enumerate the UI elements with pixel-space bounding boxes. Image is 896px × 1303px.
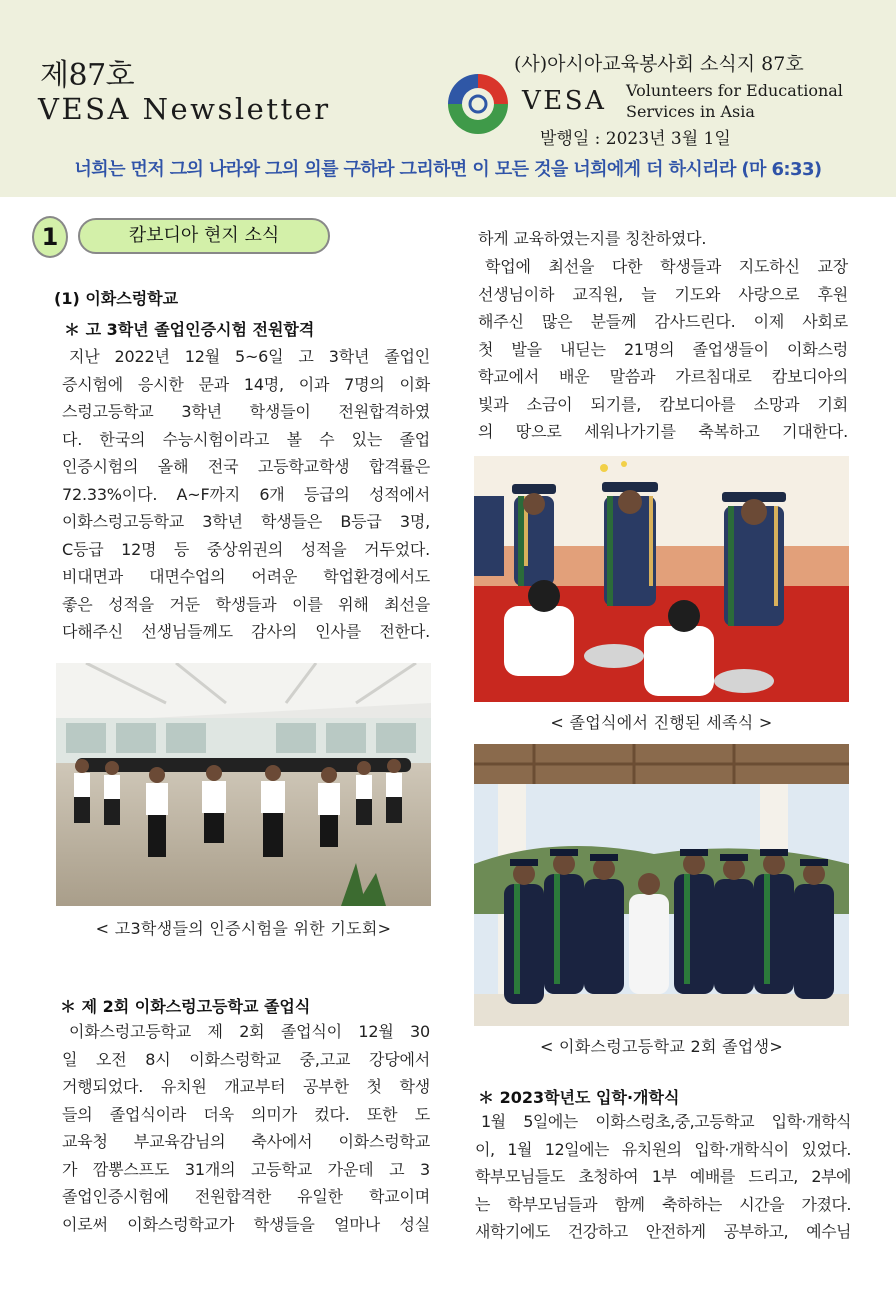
text-line: 이, 1월 12일에는 유치원의 입학·개학식이 있었다. (475, 1139, 851, 1159)
scripture-verse: 너희는 먼저 그의 나라와 그의 의를 구하라 그리하면 이 모든 것을 너희에게 더 하시리라 (마 6:33) (74, 159, 822, 180)
vesa-logo-icon (444, 70, 512, 138)
text-line: 는 학부모님들과 함께 축하하는 시간을 가졌다. (475, 1194, 851, 1214)
text-line: 비대면과 대면수업의 어려운 학업환경에서도 (62, 567, 430, 586)
text-line: 좋은 성적을 거둔 학생들과 이를 위해 최선을 (62, 594, 430, 614)
section-number-badge: 1 (32, 216, 68, 258)
article-heading: ＊ 2023학년도 입학·개학식 (478, 1088, 680, 1107)
text-line: 다. 한국의 수능시험이라고 볼 수 있는 졸업 (62, 429, 430, 449)
article-body (62, 1018, 430, 1238)
text-line: 선생님이하 교직원, 늘 기도와 사랑으로 후원 (478, 284, 848, 304)
text-line: 인증시험의 올해 전국 고등학교학생 합격률은 (62, 457, 430, 476)
publication-date: 발행일 : 2023년 3월 1일 (540, 129, 731, 149)
text-line: C등급 12명 등 중상위권의 성적을 거두었다. (62, 539, 430, 559)
article-heading: ＊ 고 3학년 졸업인증시험 전원합격 (64, 320, 315, 339)
text-line: 지난 2022년 12월 5~6일 고 3학년 졸업인 (69, 347, 430, 366)
article-body (478, 253, 848, 446)
text-line: 증시험에 응시한 문과 14명, 이과 7명의 이화 (62, 374, 430, 394)
text-line: 졸업인증시험에 전원합격한 유일한 학교이며 (62, 1187, 430, 1206)
article-heading: ＊ 제 2회 이화스렁고등학교 졸업식 (60, 997, 311, 1016)
text-line: 의 땅으로 세워나가기를 축복하고 기대한다. (478, 422, 848, 441)
foot-washing-photo (474, 456, 849, 702)
text-line: 학교에서 배운 말씀과 가르침대로 캄보디아의 (478, 367, 848, 386)
text-line: 72.33%이다. A~F까지 6개 등급의 성적에서 (62, 484, 430, 504)
subsection-title: (1) 이화스렁학교 (54, 289, 179, 308)
graduates-group-photo (474, 744, 849, 1026)
text-line: 가 깜뽕스프도 31개의 고등학교 가운데 고 3 (62, 1159, 430, 1179)
section-title: 캄보디아 현지 소식 (78, 218, 330, 254)
text-line: 일 오전 8시 이화스렁학교 중,고교 강당에서 (62, 1049, 430, 1069)
text-line: 첫 발을 내딛는 21명의 졸업생들이 이화스렁 (478, 339, 848, 359)
photo-caption: < 졸업식에서 진행된 세족식 > (550, 713, 773, 732)
issue-number: 제87호 (40, 58, 135, 93)
text-line: 빛과 소금이 되기를, 캄보디아를 소망과 기회 (478, 394, 848, 414)
header-band (0, 0, 896, 197)
article-body-continued (478, 225, 848, 253)
text-line: 들의 졸업식이라 더욱 의미가 컸다. 또한 도 (62, 1104, 430, 1124)
newsletter-title: VESA Newsletter (38, 92, 331, 126)
text-line: 다해주신 선생님들께도 감사의 인사를 전한다. (62, 622, 430, 641)
org-en-line: Services in Asia (626, 102, 755, 121)
organization-english-name (626, 80, 843, 122)
section-header (32, 216, 332, 260)
text-line: 스렁고등학교 3학년 학생들이 전원합격하였 (62, 402, 430, 421)
text-line: 이화스렁고등학교 3학년 학생들은 B등급 3명, (62, 512, 430, 531)
org-en-line: Volunteers for Educational (626, 81, 843, 100)
organization-line: (사)아시아교육봉사회 소식지 87호 (514, 53, 804, 75)
text-line: 이로써 이화스렁학교가 학생들을 얼마나 성실 (62, 1214, 430, 1234)
text-line: 학부모님들도 초청하여 1부 예배를 드리고, 2부에 (475, 1167, 851, 1186)
text-line: 새학기에도 건강하고 안전하게 공부하고, 예수님 (475, 1222, 851, 1241)
logo-wordmark: VESA (522, 86, 607, 116)
text-line: 학업에 최선을 다한 학생들과 지도하신 교장 (485, 257, 848, 276)
article-body (62, 343, 430, 646)
text-line: 1월 5일에는 이화스렁초,중,고등학교 입학·개학식 (481, 1112, 851, 1131)
prayer-meeting-photo (56, 663, 431, 906)
photo-caption: < 이화스렁고등학교 2회 졸업생> (539, 1037, 784, 1056)
article-body (475, 1108, 851, 1246)
text-line: 거행되었다. 유치원 개교부터 공부한 첫 학생 (62, 1077, 430, 1096)
text-line: 하게 교육하였는지를 칭찬하였다. (478, 229, 707, 248)
text-line: 이화스렁고등학교 제 2회 졸업식이 12월 30 (69, 1022, 430, 1041)
text-line: 해주신 많은 분들께 감사드린다. 이제 사회로 (478, 312, 848, 331)
photo-caption: < 고3학생들의 인증시험을 위한 기도회> (95, 919, 392, 938)
text-line: 교육청 부교육감님의 축사에서 이화스렁학교 (62, 1132, 430, 1151)
